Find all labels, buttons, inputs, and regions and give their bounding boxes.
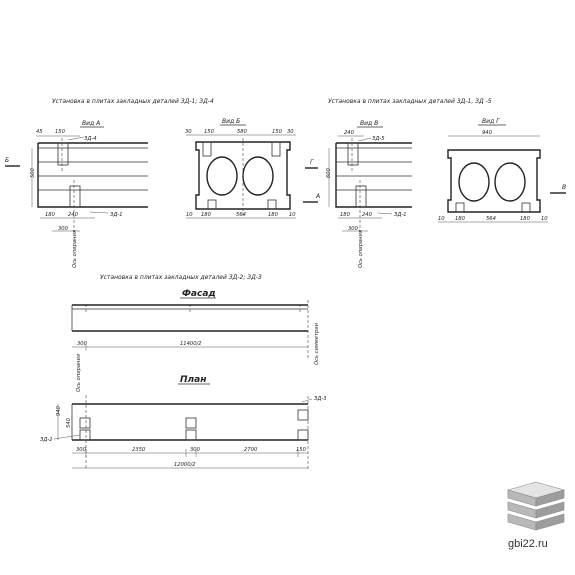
- dim-11400: 11400/2: [180, 341, 202, 347]
- dim-45: 45: [36, 129, 43, 135]
- dim-300-v: 300: [348, 226, 358, 232]
- dim-30b: 30: [287, 129, 294, 135]
- view-v: [326, 120, 412, 268]
- mark-b: Б: [5, 157, 10, 164]
- view-b-title: Вид Б: [222, 118, 241, 125]
- symmetry-axis-label: Ось симметрии: [314, 323, 320, 365]
- dim-564: 564: [236, 212, 246, 218]
- mark-g: Г: [310, 159, 314, 166]
- dim-300-p: 300: [76, 447, 86, 453]
- stacked-slabs-logo: [508, 482, 564, 530]
- dim-300-f: 300: [77, 341, 87, 347]
- facade: [72, 289, 320, 365]
- mark-zd1-v: ЗД-1: [394, 212, 407, 218]
- view-g: [438, 118, 566, 222]
- dim-940: 940: [482, 130, 492, 136]
- heading-zd2-zd3: Установка в плитах закладных деталей ЗД-2; ЗД-3: [100, 274, 262, 281]
- dim-240: 240: [68, 212, 78, 218]
- mark-zd3: ЗД-3: [314, 396, 327, 402]
- dim-240-v: 240: [344, 130, 354, 136]
- dim-300: 300: [58, 226, 68, 232]
- dim-10b-g: 10: [541, 216, 548, 222]
- dim-2700: 2700: [244, 447, 258, 453]
- mark-v: В: [562, 184, 567, 191]
- watermark-site: gbi22.ru: [508, 538, 548, 550]
- dim-180: 180: [45, 212, 55, 218]
- mark-zd5: ЗД-5: [372, 136, 385, 142]
- dim-180c: 180: [268, 212, 278, 218]
- dim-2350: 2350: [132, 447, 146, 453]
- heading-zd1-zd4: Установка в плитах закладных деталей ЗД-1; ЗД-4: [52, 98, 214, 105]
- heading-zd1-zd5: Установка в плитах закладных деталей ЗД-1, ЗД -5: [328, 98, 492, 105]
- plan-title: План: [180, 375, 207, 385]
- facade-title: Фасад: [182, 289, 216, 299]
- view-g-title: Вид Г: [482, 118, 500, 125]
- dim-150: 150: [55, 129, 65, 135]
- dim-150b: 150: [204, 129, 214, 135]
- dim-300b-p: 300: [190, 447, 200, 453]
- support-axis-label: Ось опирания: [72, 230, 78, 268]
- dim-564-g: 564: [486, 216, 496, 222]
- dim-180-g: 180: [455, 216, 465, 222]
- dim-580: 580: [237, 129, 247, 135]
- dim-12000: 12000/2: [174, 462, 196, 468]
- view-a: [5, 120, 148, 268]
- mark-zd1: ЗД-1: [110, 212, 123, 218]
- dim-10a-g: 10: [438, 216, 445, 222]
- view-b: [185, 118, 320, 218]
- support-axis-label-plan: Ось опирания: [76, 354, 82, 392]
- view-v-title: Вид В: [360, 120, 379, 127]
- dim-540-p: 540: [66, 418, 72, 428]
- dim-150-p: 150: [296, 447, 306, 453]
- dim-500: 500: [30, 168, 36, 178]
- dim-30a: 30: [185, 129, 192, 135]
- mark-zd2: ЗД-2: [40, 437, 53, 443]
- plan: [40, 354, 327, 470]
- mark-zd4: ЗД-4: [84, 136, 97, 142]
- view-a-title: Вид А: [82, 120, 101, 127]
- dim-180b: 180: [201, 212, 211, 218]
- dim-150c: 150: [272, 129, 282, 135]
- dim-600: 600: [326, 168, 332, 178]
- dim-10b: 10: [289, 212, 296, 218]
- dim-180-v: 180: [340, 212, 350, 218]
- dim-240b-v: 240: [362, 212, 372, 218]
- support-axis-label-v: Ось опирания: [358, 230, 364, 268]
- dim-940-p: 940: [56, 406, 62, 416]
- dim-180b-g: 180: [520, 216, 530, 222]
- mark-a: А: [316, 193, 321, 200]
- dim-10a: 10: [186, 212, 193, 218]
